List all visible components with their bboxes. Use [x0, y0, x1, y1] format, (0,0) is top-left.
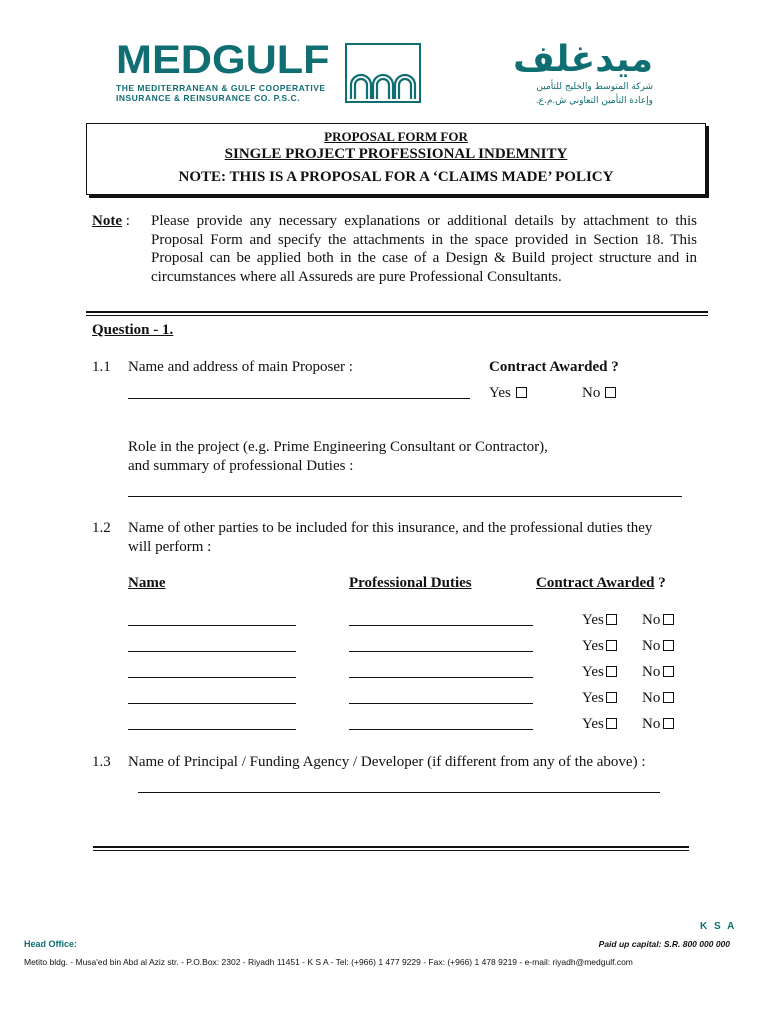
paid-up-capital: Paid up capital: S.R. 800 000 000 [598, 939, 730, 949]
party-yes-option[interactable] [582, 689, 617, 708]
yes-label: Yes [582, 690, 604, 706]
head-office-address: Metito bldg. - Musa'ed bin Abd al Aziz str. - P.O.Box: 2302 - Riyadh 11451 - K S A - Tel: (+966) 1 477 9229 - Fax: (+966) 1 478 9219 - e-mail: riyadh@medgulf.com [24, 957, 633, 967]
footer-country: K S A [700, 921, 737, 932]
party-yes-option[interactable] [582, 715, 617, 734]
no-checkbox[interactable] [663, 666, 674, 677]
no-label: No [582, 385, 601, 401]
col-name-header: Name [128, 575, 166, 591]
yes-checkbox[interactable] [606, 614, 617, 625]
col-contract-header [536, 574, 666, 593]
yes-checkbox[interactable] [606, 718, 617, 729]
col-contract-text: Contract Awarded [536, 575, 655, 591]
yes-checkbox[interactable] [606, 666, 617, 677]
party-no-option[interactable] [642, 611, 674, 630]
note-text: Please provide any necessary explanations or additional details by attachment to this Proposal Form and specify the attachments in the space provided in Section 18. This Proposal can be applied both in the case of a Design & Build project structure and in circumstances where all Assureds are pure Professional Consultants. [151, 213, 697, 285]
party-no-option[interactable] [642, 663, 674, 682]
q1-3-label: Name of Principal / Funding Agency / Developer (if different from any of the above) : [128, 754, 646, 770]
arches-emblem-icon [345, 43, 421, 103]
role-field[interactable] [128, 496, 682, 497]
q1-1-yes-option[interactable] [489, 384, 527, 403]
head-office-label: Head Office: [24, 939, 78, 949]
q1-3-number: 1.3 [92, 754, 111, 770]
party-duties-field[interactable] [349, 625, 533, 626]
q1-1-no-option[interactable] [582, 384, 616, 403]
no-checkbox[interactable] [663, 614, 674, 625]
yes-checkbox[interactable] [606, 692, 617, 703]
party-name-field[interactable] [128, 729, 296, 730]
yes-checkbox[interactable] [606, 640, 617, 651]
brand-subtitle-1: THE MEDITERRANEAN & GULF COOPERATIVE [116, 83, 326, 93]
no-label: No [642, 690, 661, 706]
yes-label: Yes [582, 638, 604, 654]
note-label [92, 212, 130, 231]
party-duties-field[interactable] [349, 677, 533, 678]
arabic-brand-name: ميدغلف [513, 39, 653, 80]
party-no-option[interactable] [642, 689, 674, 708]
arabic-subtitle-1: شركة المتوسط والخليج للتأمين [536, 82, 653, 92]
party-no-option[interactable] [642, 715, 674, 734]
question-heading: Question - 1. [92, 322, 174, 338]
section-end-divider [93, 846, 689, 851]
party-name-field[interactable] [128, 625, 296, 626]
party-duties-field[interactable] [349, 729, 533, 730]
party-yes-option[interactable] [582, 611, 617, 630]
no-label: No [642, 716, 661, 732]
form-title-box [86, 123, 706, 195]
note-colon: : [125, 213, 130, 229]
party-duties-field[interactable] [349, 651, 533, 652]
role-label-2: and summary of professional Duties : [128, 458, 354, 474]
q1-1-number: 1.1 [92, 359, 111, 375]
q1-2-line-2: will perform : [128, 539, 212, 555]
arabic-logo [428, 40, 653, 108]
proposer-name-field[interactable] [128, 398, 470, 399]
q1-2-number: 1.2 [92, 520, 111, 536]
party-name-field[interactable] [128, 651, 296, 652]
party-name-field[interactable] [128, 703, 296, 704]
party-no-option[interactable] [642, 637, 674, 656]
col-contract-q: ? [654, 575, 666, 591]
note-label-text: Note [92, 213, 122, 229]
title-line-2: SINGLE PROJECT PROFESSIONAL INDEMNITY [224, 146, 568, 162]
principal-field[interactable] [138, 792, 660, 793]
company-logo [116, 38, 330, 103]
arabic-subtitle-2: وإعادة التأمين التعاوني ش.م.ع. [535, 96, 653, 106]
no-label: No [642, 612, 661, 628]
no-checkbox[interactable] [663, 640, 674, 651]
no-label: No [642, 638, 661, 654]
title-note: NOTE: THIS IS A PROPOSAL FOR A ‘CLAIMS MADE’ POLICY [178, 169, 614, 185]
no-label: No [642, 664, 661, 680]
q1-1-label: Name and address of main Proposer : [128, 359, 353, 375]
brand-subtitle-2: INSURANCE & REINSURANCE CO. P.S.C. [116, 93, 301, 103]
yes-label: Yes [582, 716, 604, 732]
party-duties-field[interactable] [349, 703, 533, 704]
party-yes-option[interactable] [582, 663, 617, 682]
role-label-1: Role in the project (e.g. Prime Engineering Consultant or Contractor), [128, 439, 548, 455]
section-divider [86, 311, 708, 316]
yes-checkbox[interactable] [516, 387, 527, 398]
yes-label: Yes [582, 664, 604, 680]
no-checkbox[interactable] [663, 692, 674, 703]
brand-name: MEDGULF [116, 38, 330, 82]
no-checkbox[interactable] [663, 718, 674, 729]
yes-label: Yes [582, 612, 604, 628]
col-duties-header: Professional Duties [349, 575, 472, 591]
no-checkbox[interactable] [605, 387, 616, 398]
q1-1-contract-label: Contract Awarded ? [489, 359, 619, 375]
yes-label: Yes [489, 385, 511, 401]
title-line-1: PROPOSAL FORM FOR [324, 129, 468, 144]
party-name-field[interactable] [128, 677, 296, 678]
q1-2-line-1: Name of other parties to be included for this insurance, and the professional duties they [128, 520, 653, 536]
party-yes-option[interactable] [582, 637, 617, 656]
